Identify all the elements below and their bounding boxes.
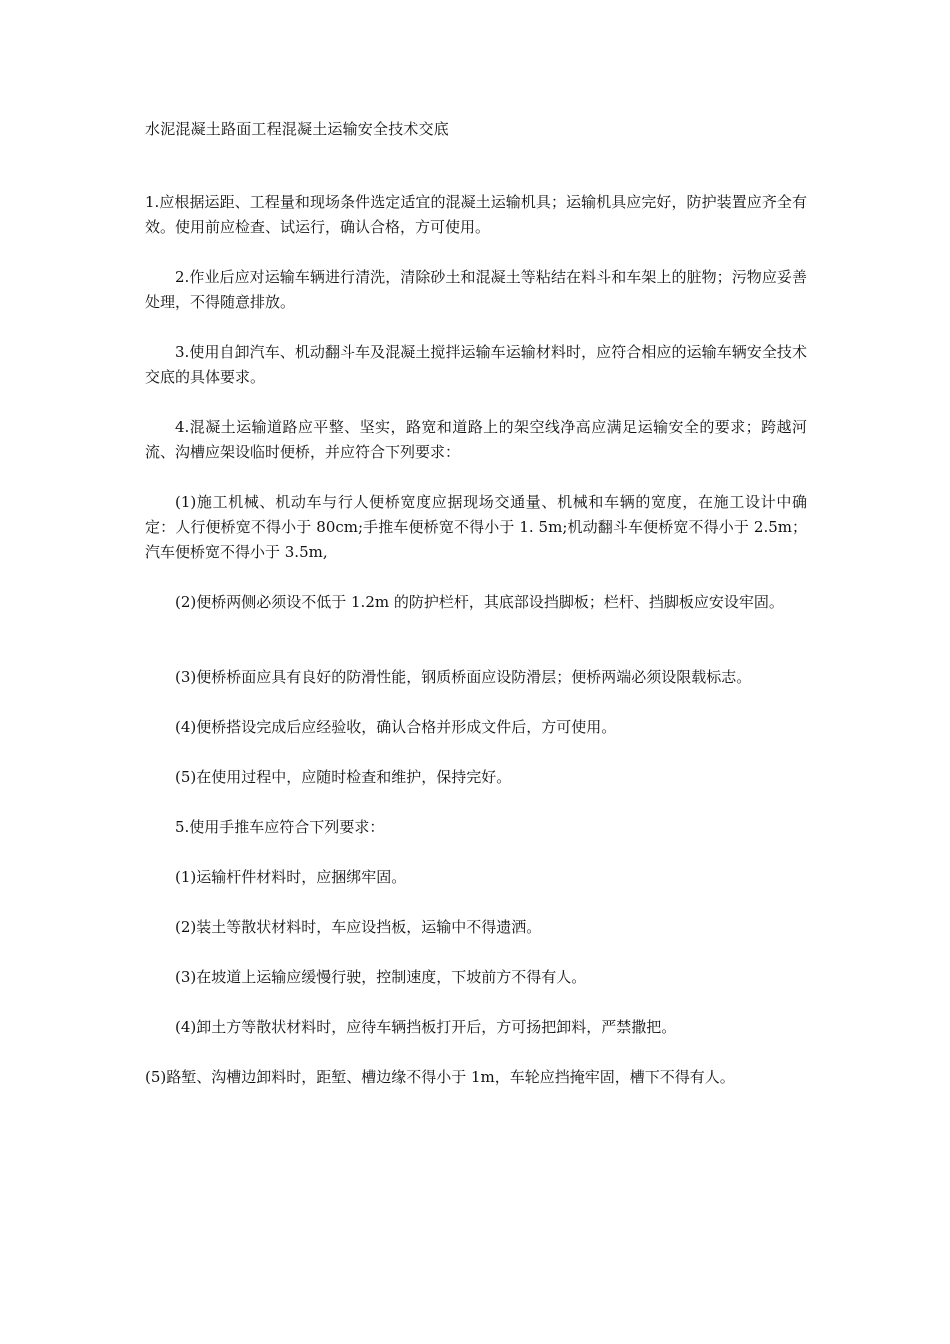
paragraph-3: 3.使用自卸汽车、机动翻斗车及混凝土搅拌运输车运输材料时，应符合相应的运输车辆安全技术交底的具体要求。 bbox=[145, 343, 807, 386]
paragraph-5-item-1: (1)运输杆件材料时，应捆绑牢固。 bbox=[175, 868, 407, 886]
paragraph-5-item-4: (4)卸土方等散状材料时，应待车辆挡板打开后，方可扬把卸料，严禁撒把。 bbox=[175, 1018, 677, 1036]
paragraph-4-item-5: (5)在使用过程中，应随时检查和维护，保持完好。 bbox=[175, 768, 512, 786]
paragraph-4-item-2: (2)便桥两侧必须设不低于 1.2m 的防护栏杆，其底部设挡脚板；栏杆、挡脚板应安设牢固。 bbox=[175, 593, 784, 611]
document-title: 水泥混凝土路面工程混凝土运输安全技术交底 bbox=[145, 120, 450, 138]
paragraph-5-item-5: (5)路堑、沟槽边卸料时，距堑、槽边缘不得小于 1m，车轮应挡掩牢固，槽下不得有人。 bbox=[145, 1068, 735, 1086]
paragraph-5: 5.使用手推车应符合下列要求： bbox=[175, 818, 385, 836]
paragraph-4-item-1: (1)施工机械、机动车与行人便桥宽度应据现场交通量、机械和车辆的宽度，在施工设计中确定：人行便桥宽不得小于 80cm;手推车便桥宽不得小于 1. 5m;机动翻斗车便桥宽不得小于 2.5m；汽车便桥宽不得小于 3.5m, bbox=[145, 493, 807, 561]
paragraph-1: 1.应根据运距、工程量和现场条件选定适宜的混凝土运输机具；运输机具应完好，防护装置应齐全有效。使用前应检查、试运行，确认合格，方可使用。 bbox=[145, 193, 807, 236]
paragraph-4: 4.混凝土运输道路应平整、坚实，路宽和道路上的架空线净高应满足运输安全的要求；跨越河流、沟槽应架设临时便桥，并应符合下列要求： bbox=[145, 418, 807, 461]
paragraph-2: 2.作业后应对运输车辆进行清洗，清除砂土和混凝土等粘结在料斗和车架上的脏物；污物应妥善处理，不得随意排放。 bbox=[145, 268, 807, 311]
paragraph-5-item-3: (3)在坡道上运输应缓慢行驶，控制速度，下坡前方不得有人。 bbox=[175, 968, 587, 986]
paragraph-5-item-2: (2)装土等散状材料时，车应设挡板，运输中不得遗洒。 bbox=[175, 918, 542, 936]
paragraph-4-item-3: (3)便桥桥面应具有良好的防滑性能，钢质桥面应设防滑层；便桥两端必须设限载标志。 bbox=[175, 668, 752, 686]
paragraph-4-item-4: (4)便桥搭设完成后应经验收，确认合格并形成文件后，方可使用。 bbox=[175, 718, 617, 736]
